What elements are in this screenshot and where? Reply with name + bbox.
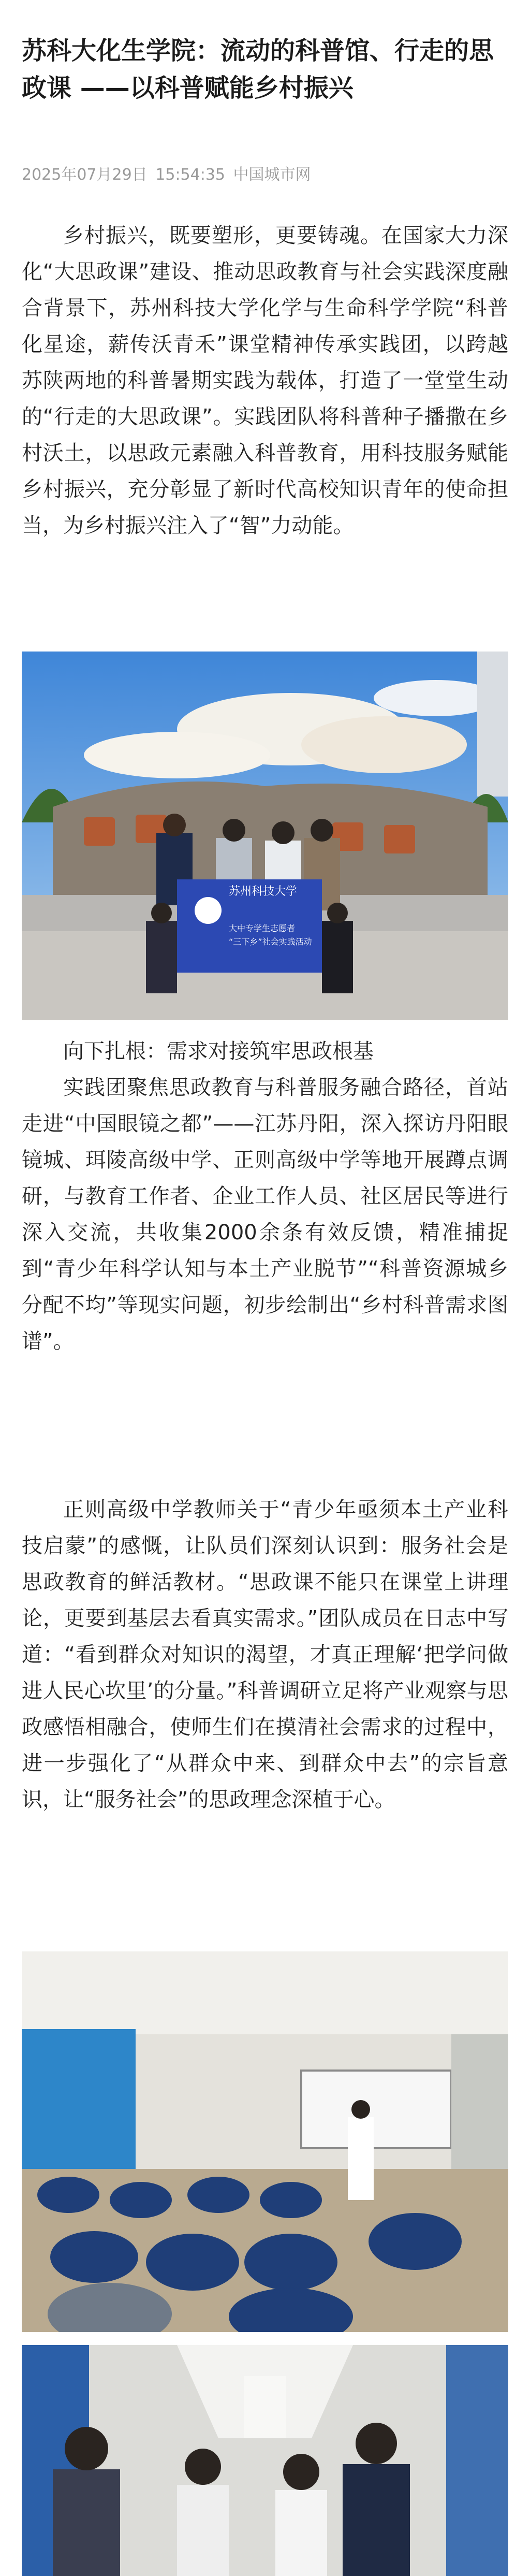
paragraph-intro: 乡村振兴，既要塑形，更要铸魂。在国家大力深化“大思政课”建设、推动思政教育与社会实践深度融合背景下，苏州科技大学化学与生命科学学院“科普化星途，薪传沃青禾”课堂精神传承实践团，以跨越苏陕两地的科普暑期实践为载体，打造了一堂堂生动的“行走的大思政课”。实践团队将科普种子播撒在乡村沃土，以思政元素融入科普教育，用科技服务赋能乡村振兴，充分彰显了新时代高校知识青年的使命担当，为乡村振兴注入了“智”力动能。: [22, 224, 508, 538]
publish-time: 15:54:35: [155, 166, 225, 184]
corridor-photo: [22, 2345, 508, 2576]
publish-date: 2025年07月29日: [22, 166, 148, 184]
paragraph-reflection: 正则高级中学教师关于“青少年亟须本土产业科技启蒙”的感慨，让队员们深刻认识到：服务社会是思政教育的鲜活教材。“思政课不能只在课堂上讲理论，更要到基层去看真实需求。”团队成员在日志中写道：“看到群众对知识的渴望，才真正理解‘把学问做进人民心坎里’的分量。”科普调研立足将产业观察与思政感悟相融合，使师生们在摸清社会需求的过程中，进一步强化了“从群众中来、到群众中去”的宗旨意识，让“服务社会”的思政理念深植于心。: [22, 1498, 508, 1812]
article-meta: [22, 165, 314, 185]
banner: [177, 879, 322, 973]
banner-school-name: 苏州科技大学: [229, 885, 298, 898]
section-heading: 向下扎根：需求对接筑牢思政根基: [63, 1039, 374, 1063]
article-title: 苏科大化生学院：流动的科普馆、行走的思政课 ——以科普赋能乡村振兴: [22, 36, 494, 103]
article-source: 中国城市网: [233, 166, 311, 184]
banner-line-1: 大中专学生志愿者: [229, 923, 296, 933]
banner-line-2: “三下乡”社会实践活动: [229, 937, 312, 947]
group-photo: [22, 652, 508, 1020]
paragraph-research: 实践团聚焦思政教育与科普服务融合路径，首站走进“中国眼镜之都”——江苏丹阳，深入探访丹阳眼镜城、珥陵高级中学、正则高级中学等地开展蹲点调研，与教育工作者、企业工作人员、社区居民等进行深入交流，共收集2000余条有效反馈，精准捕捉到“青少年科学认知与本土产业脱节”“科普资源城乡分配不均”等现实问题，初步绘制出“乡村科普需求图谱”。: [22, 1076, 508, 1353]
classroom-photo: [22, 1951, 508, 2332]
